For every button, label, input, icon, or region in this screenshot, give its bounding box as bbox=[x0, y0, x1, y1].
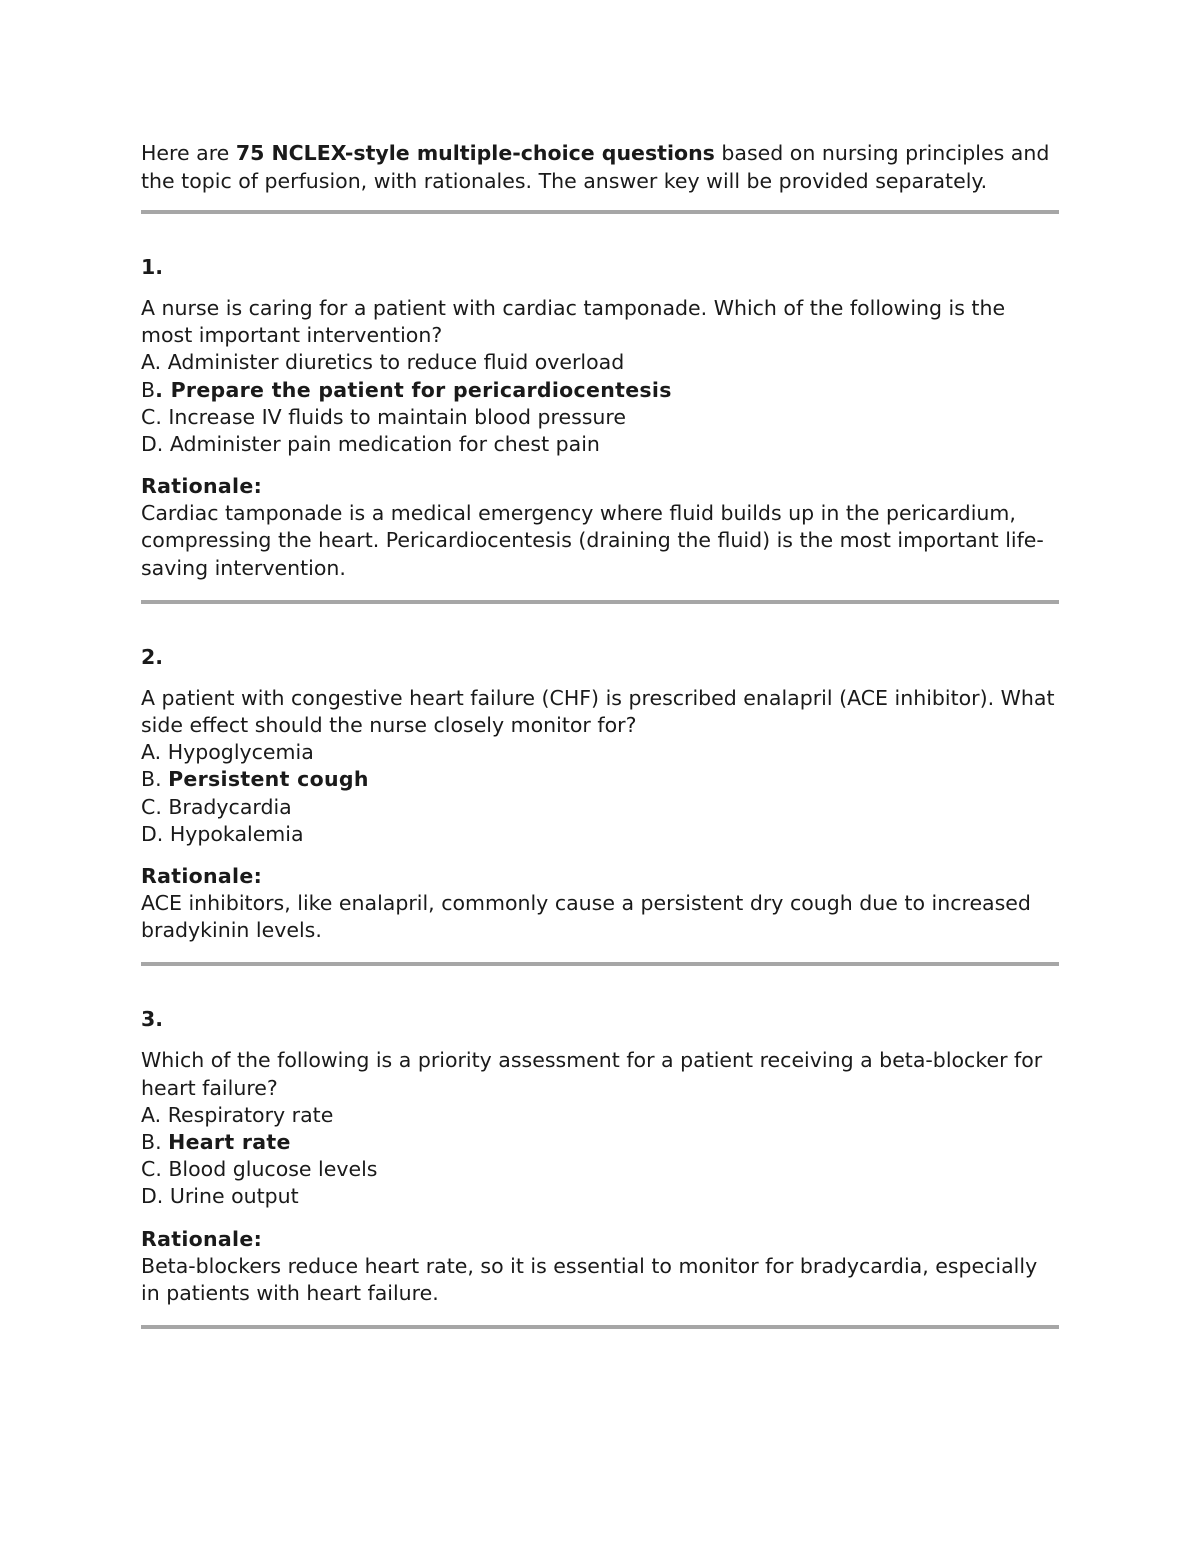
intro-paragraph bbox=[141, 140, 1061, 195]
rationale-text: Cardiac tamponade is a medical emergency where fluid builds up in the pericardium, compressing the heart. Pericardiocentesis (draining the fluid) is the most important life-saving intervention. bbox=[141, 501, 1044, 580]
option-a: A. Hypoglycemia bbox=[141, 740, 314, 765]
option-c: C. Bradycardia bbox=[141, 794, 292, 819]
question-text: A patient with congestive heart failure (CHF) is prescribed enalapril (ACE inhibitor). What side effect should the nurse closely monitor for? bbox=[141, 685, 1055, 738]
option-c: C. Blood glucose levels bbox=[141, 1157, 378, 1182]
option-d: D. Urine output bbox=[141, 1184, 299, 1209]
horizontal-rule bbox=[141, 1325, 1059, 1329]
intro-text-before: Here are bbox=[141, 141, 236, 165]
rationale-text: ACE inhibitors, like enalapril, commonly cause a persistent dry cough due to increased bradykinin levels. bbox=[141, 891, 1031, 943]
option-d: D. Hypokalemia bbox=[141, 821, 304, 846]
question-1 bbox=[141, 214, 1061, 604]
question-2 bbox=[141, 604, 1061, 967]
rationale-text: Beta-blockers reduce heart rate, so it is essential to monitor for bradycardia, especially in patients with heart failure. bbox=[141, 1253, 1038, 1305]
option-d: D. Administer pain medication for chest pain bbox=[141, 432, 600, 457]
rationale-label: Rationale: bbox=[141, 864, 263, 889]
option-a: A. Administer diuretics to reduce fluid overload bbox=[141, 350, 625, 375]
option-b-correct: B. Heart rate bbox=[141, 1130, 291, 1155]
rationale-label: Rationale: bbox=[141, 474, 263, 499]
question-3 bbox=[141, 966, 1061, 1329]
option-c: C. Increase IV fluids to maintain blood pressure bbox=[141, 404, 627, 429]
question-text: A nurse is caring for a patient with cardiac tamponade. Which of the following is the most important intervention? bbox=[141, 296, 1006, 348]
question-number: 1. bbox=[141, 255, 164, 279]
question-number: 2. bbox=[141, 644, 164, 669]
question-text: Which of the following is a priority assessment for a patient receiving a beta-blocker for heart failure? bbox=[141, 1048, 1043, 1100]
option-b-correct: B. Prepare the patient for pericardiocentesis bbox=[141, 377, 672, 402]
intro-text-after: based on nursing principles and the topic of perfusion, with rationales. The answer key will be provided separately. bbox=[141, 141, 1050, 193]
option-b-correct: B. Persistent cough bbox=[141, 767, 369, 792]
intro-text-bold: 75 NCLEX-style multiple-choice questions bbox=[235, 141, 715, 165]
option-a: A. Respiratory rate bbox=[141, 1102, 334, 1127]
document-page bbox=[141, 140, 1061, 1329]
question-number: 3. bbox=[141, 1007, 164, 1032]
rationale-label: Rationale: bbox=[141, 1226, 263, 1251]
